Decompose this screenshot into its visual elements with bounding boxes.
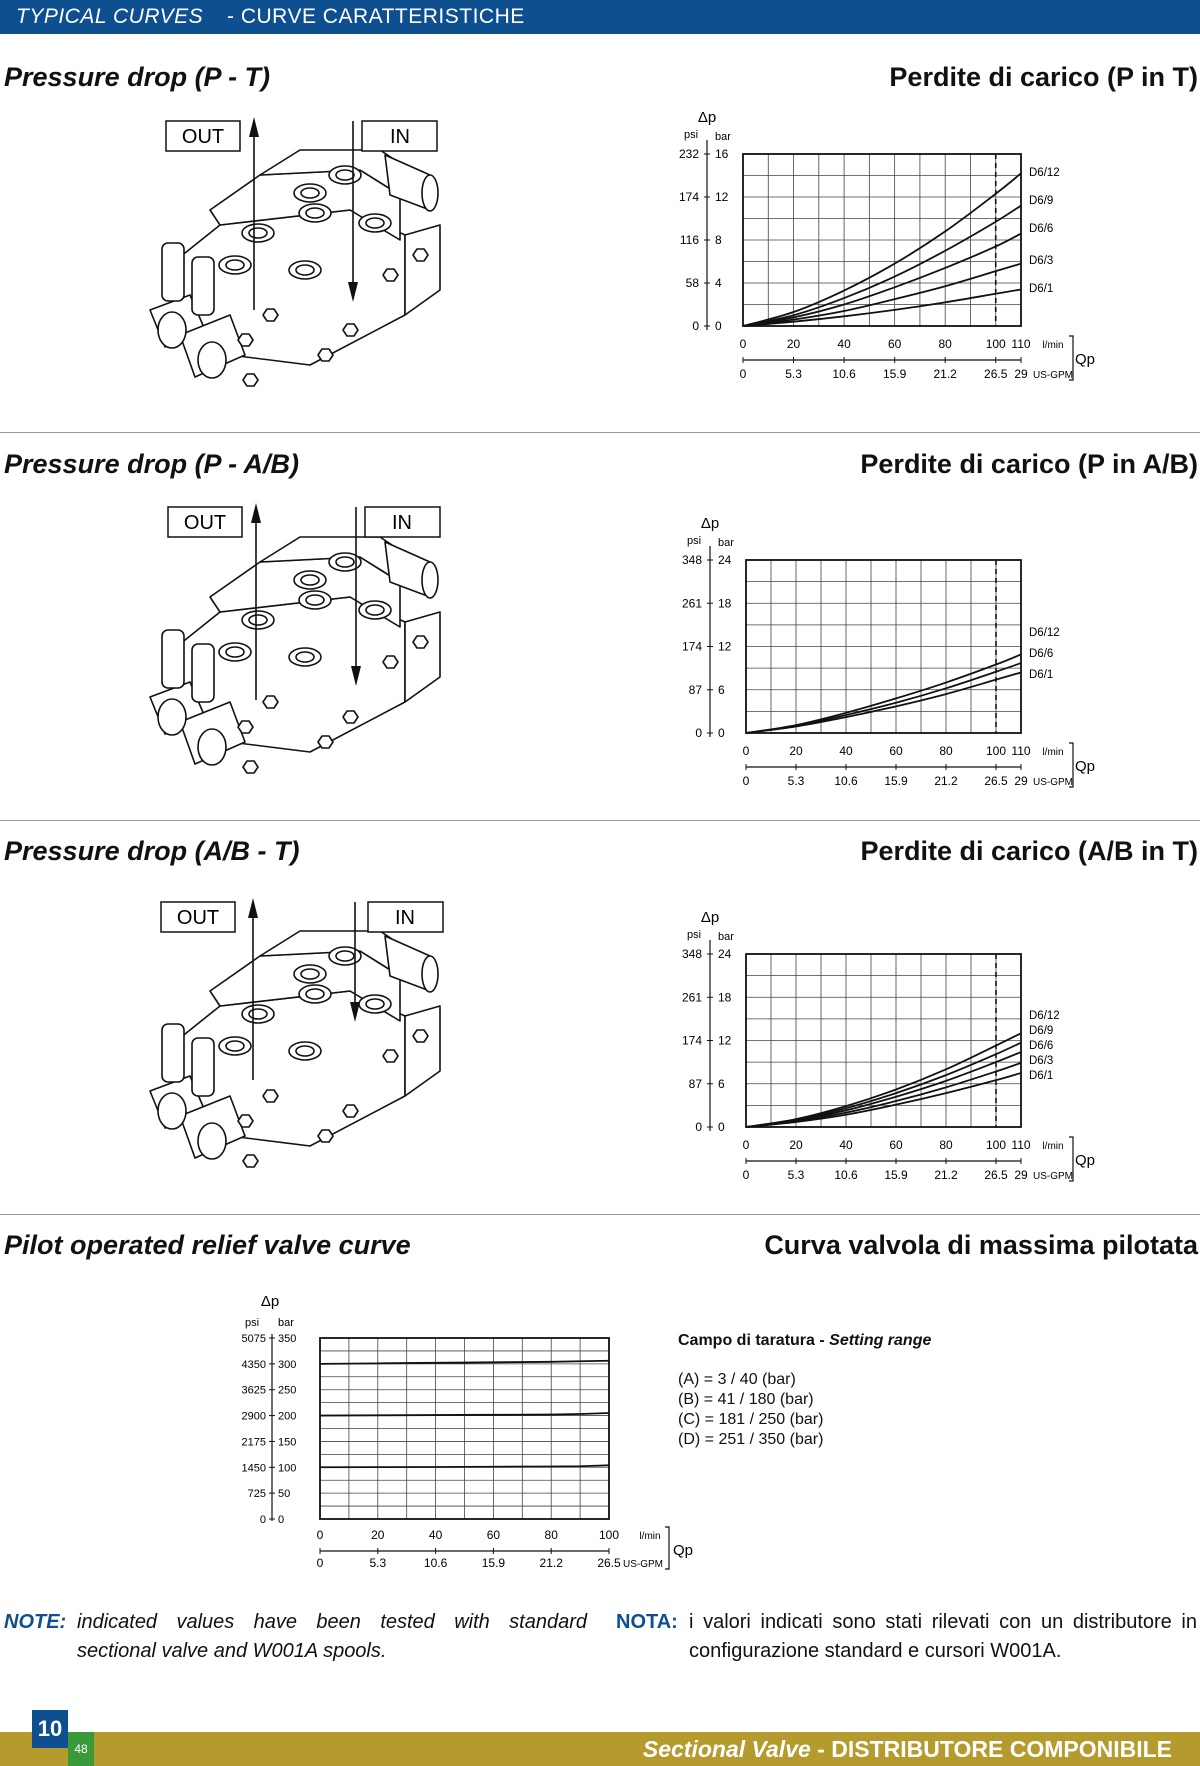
y-tick-label-bar: 18 [718,990,732,1005]
x-tick-label-lmin: 20 [789,744,803,758]
legend-line: (B) = 41 / 180 (bar) [678,1391,814,1408]
y-tick-label-psi: 261 [681,990,702,1005]
out-arrow-head [249,117,259,137]
series-line [746,654,1021,733]
x-tick-label-lmin: 20 [789,1138,803,1152]
y-tick-label-bar: 24 [718,947,732,961]
x-tick-label-gpm: 21.2 [934,774,958,788]
x-tick-label-lmin: 110 [1011,337,1031,351]
y-tick-label-bar: 12 [715,190,729,204]
legend-title-it: Campo di taratura [678,1332,815,1349]
x-tick-label-lmin: 110 [1011,1138,1031,1152]
y-tick-label-psi: 0 [692,319,699,333]
series-label: D6/1 [1029,669,1054,681]
nota-text: i valori indicati sono stati rilevati con un distributore in configurazione standard e cursori W001A. [689,1611,1197,1662]
y-tick-label-bar: 6 [718,1076,725,1091]
out-arrow-head [251,503,261,523]
y-tick-label-psi: 1450 [241,1462,266,1475]
series-label: D6/1 [1029,1070,1054,1082]
x-tick-label-lmin: 0 [316,1528,324,1542]
series-line [746,663,1021,733]
chart-pressure-drop-ab-t [660,899,1140,1199]
section-2-title-it: Perdite di carico (P in A/B) [860,449,1198,479]
section-4-title-it: Curva valvola di massima pilotata [764,1230,1198,1260]
x-tick-label-gpm: 21.2 [933,367,957,381]
y-tick-label-bar: 350 [278,1333,297,1345]
in-label: IN [395,907,415,929]
x-tick-label-gpm: 26.5 [984,774,1008,788]
y-tick-label-psi: 232 [678,147,699,161]
y-tick-label-psi: 87 [688,682,702,697]
x-tick-label-gpm: 29 [1014,774,1028,788]
x-tick-label-lmin: 0 [742,1138,750,1152]
y-axis-label: Δp [697,109,717,126]
x-tick-label-gpm: 26.5 [984,367,1008,381]
series-label: D6/9 [1029,195,1054,207]
in-arrow-head [351,666,361,686]
x-tick-label-lmin: 110 [1011,744,1031,758]
y-tick-label-psi: 3625 [241,1384,266,1397]
out-label: OUT [181,126,225,148]
y-tick-label-psi: 4350 [241,1358,266,1371]
x-tick-label-gpm: 0 [316,1556,324,1570]
x-tick-label-gpm: 29 [1014,367,1028,381]
x-tick-label-gpm: 0 [739,367,747,381]
x-tick-label-gpm: 10.6 [423,1556,448,1570]
x-tick-label-gpm: 21.2 [539,1556,563,1570]
y-tick-label-bar: 24 [718,553,732,567]
y-unit-psi: psi [683,129,699,141]
series-label: D6/12 [1029,627,1060,639]
x-tick-label-gpm: 5.3 [369,1556,387,1570]
x-tick-label-gpm: 5.3 [787,774,805,788]
note-it [616,1608,1196,1668]
footer-title [643,1736,1172,1763]
x-tick-label-lmin: 20 [786,337,801,351]
y-tick-label-bar: 0 [718,1120,725,1134]
series-label: D6/1 [1029,283,1054,295]
y-tick-label-bar: 18 [718,596,732,611]
x-tick-label-lmin: 40 [837,337,851,351]
y-tick-label-bar: 0 [278,1514,285,1526]
x-tick-label-gpm: 21.2 [934,1168,958,1182]
series-label: D6/12 [1029,167,1060,179]
y-tick-label-bar: 4 [715,276,722,290]
x-unit-gpm: US-GPM [1033,1171,1073,1182]
y-tick-label-bar: 8 [715,233,722,247]
y-unit-psi: psi [244,1317,260,1329]
x-tick-label-lmin: 40 [839,744,853,758]
y-tick-label-bar: 250 [278,1384,297,1397]
out-label: OUT [183,512,227,534]
x-tick-label-gpm: 15.9 [884,1168,908,1182]
x-tick-label-gpm: 0 [742,1168,750,1182]
y-tick-label-psi: 174 [681,639,702,654]
section-3-title-it: Perdite di carico (A/B in T) [860,836,1198,866]
y-tick-label-psi: 0 [695,1120,702,1134]
x-tick-label-lmin: 60 [889,1138,903,1152]
legend-title [678,1332,931,1350]
x-tick-label-gpm: 26.5 [597,1556,621,1570]
y-unit-bar: bar [718,931,734,943]
y-tick-label-bar: 150 [278,1436,297,1449]
y-tick-label-bar: 200 [278,1410,297,1423]
y-tick-label-psi: 725 [247,1488,266,1501]
header-title-en: TYPICAL CURVES [16,5,204,28]
relief-setting-range-legend [678,1332,931,1450]
series-label: D6/3 [1029,255,1054,267]
x-tick-label-lmin: 80 [938,337,952,351]
legend-line: (A) = 3 / 40 (bar) [678,1371,796,1388]
y-tick-label-psi: 174 [681,1033,702,1048]
x-tick-label-lmin: 100 [985,744,1007,758]
section-2-title-en: Pressure drop (P - A/B) [4,449,300,479]
header-title-it: - CURVE CARATTERISTICHE [227,5,525,28]
section-1-title-it: Perdite di carico (P in T) [889,62,1198,92]
legend-line: (C) = 181 / 250 (bar) [678,1411,824,1428]
note-en [4,1608,587,1668]
y-tick-label-psi: 116 [679,233,699,247]
legend-title-separator: - [814,1332,830,1349]
series-line [743,206,1021,326]
footer-bar [0,1732,1200,1766]
y-tick-label-psi: 2175 [241,1436,266,1449]
x-unit-lmin: l/min [639,1531,661,1542]
page-number-small: 48 [68,1732,94,1766]
y-tick-label-psi: 87 [688,1076,702,1091]
x-tick-label-gpm: 15.9 [882,367,907,381]
x-tick-label-lmin: 100 [598,1528,620,1542]
series-label: D6/12 [1029,1010,1060,1022]
y-tick-label-bar: 6 [718,682,725,697]
x-tick-label-gpm: 0 [742,774,750,788]
y-tick-label-bar: 300 [278,1358,297,1371]
x-tick-label-lmin: 100 [985,1138,1007,1152]
y-unit-bar: bar [718,537,734,549]
in-arrow-head [350,1002,360,1022]
x-tick-label-lmin: 60 [889,744,903,758]
legend-title-en: Setting range [829,1332,932,1349]
x-tick-label-lmin: 60 [887,337,902,351]
y-tick-label-psi: 0 [259,1514,266,1526]
y-tick-label-bar: 0 [715,319,722,333]
series-line [746,1033,1021,1127]
series-label: D6/6 [1029,648,1054,660]
y-axis-label: Δp [700,515,720,532]
y-tick-label-bar: 100 [278,1462,297,1475]
chart-pressure-drop-p-ab [660,505,1140,805]
x-unit-gpm: US-GPM [1033,777,1073,788]
y-tick-label-bar: 12 [718,639,732,654]
x-tick-label-gpm: 10.6 [834,774,858,788]
x-unit-bracket [665,1527,669,1569]
x-unit-lmin: l/min [1042,1141,1064,1152]
series-label: D6/6 [1029,223,1054,235]
y-tick-label-bar: 12 [718,1033,732,1048]
y-tick-label-psi: 5075 [241,1333,266,1345]
footer-title-en: Sectional Valve [642,1736,811,1762]
y-unit-bar: bar [278,1317,294,1329]
y-axis-label: Δp [700,909,720,926]
x-tick-label-lmin: 60 [486,1528,501,1542]
y-tick-label-bar: 0 [718,726,725,740]
x-tick-label-gpm: 15.9 [481,1556,506,1570]
chart-relief-valve [240,1284,700,1574]
series-label: D6/6 [1029,1040,1054,1052]
x-tick-label-gpm: 15.9 [884,774,908,788]
x-axis-label: Qp [673,1542,694,1559]
out-label: OUT [176,907,220,929]
in-label: IN [390,126,410,148]
series-label: D6/3 [1029,1055,1054,1067]
out-arrow-head [248,898,258,918]
note-text: indicated values have been tested with standard sectional valve and W001A spools. [77,1611,587,1662]
x-tick-label-lmin: 40 [428,1528,443,1542]
footer-title-it: DISTRIBUTORE COMPONIBILE [831,1736,1172,1762]
section-4-title-en: Pilot operated relief valve curve [4,1230,411,1260]
page-number: 10 [32,1710,68,1748]
series-line [746,1052,1021,1127]
y-tick-label-psi: 174 [678,190,699,204]
in-label: IN [392,512,412,534]
chart-pressure-drop-p-t [660,109,1140,418]
x-tick-label-lmin: 20 [371,1528,385,1542]
x-tick-label-gpm: 5.3 [785,367,802,381]
legend-line: (D) = 251 / 350 (bar) [678,1431,824,1448]
y-tick-label-psi: 2900 [241,1410,266,1423]
x-unit-lmin: l/min [1042,340,1064,351]
x-tick-label-lmin: 80 [939,744,953,758]
x-tick-label-lmin: 0 [742,744,750,758]
y-tick-label-psi: 0 [695,726,702,740]
x-tick-label-lmin: 80 [939,1138,953,1152]
x-tick-label-lmin: 40 [839,1138,853,1152]
y-axis-label: Δp [260,1293,280,1310]
note-label: NOTE: [4,1611,67,1633]
x-tick-label-gpm: 5.3 [787,1168,805,1182]
x-tick-label-gpm: 10.6 [834,1168,858,1182]
x-tick-label-gpm: 10.6 [832,367,856,381]
footer-title-separator: - [810,1736,832,1762]
y-unit-psi: psi [686,535,702,547]
y-tick-label-psi: 58 [685,276,699,290]
section-1-title-en: Pressure drop (P - T) [4,62,271,92]
y-tick-label-psi: 348 [681,947,702,961]
x-tick-label-lmin: 100 [985,337,1006,351]
x-tick-label-gpm: 29 [1014,1168,1028,1182]
x-tick-label-gpm: 26.5 [984,1168,1008,1182]
x-unit-gpm: US-GPM [1033,370,1073,381]
in-arrow-head [348,282,358,302]
y-tick-label-psi: 261 [681,596,702,611]
series-label: D6/9 [1029,1025,1054,1037]
y-tick-label-bar: 50 [278,1488,291,1501]
x-axis-label: Qp [1075,1152,1096,1169]
x-unit-lmin: l/min [1042,747,1064,758]
nota-label: NOTA: [616,1611,678,1633]
x-tick-label-lmin: 0 [739,337,747,351]
x-unit-gpm: US-GPM [623,1559,663,1570]
y-unit-bar: bar [715,131,731,143]
x-tick-label-lmin: 80 [544,1528,558,1542]
x-axis-label: Qp [1075,351,1096,368]
x-axis-label: Qp [1075,758,1096,775]
y-unit-psi: psi [686,929,702,941]
y-tick-label-bar: 16 [715,147,729,161]
y-tick-label-psi: 348 [681,553,702,567]
section-3-title-en: Pressure drop (A/B - T) [4,836,300,866]
